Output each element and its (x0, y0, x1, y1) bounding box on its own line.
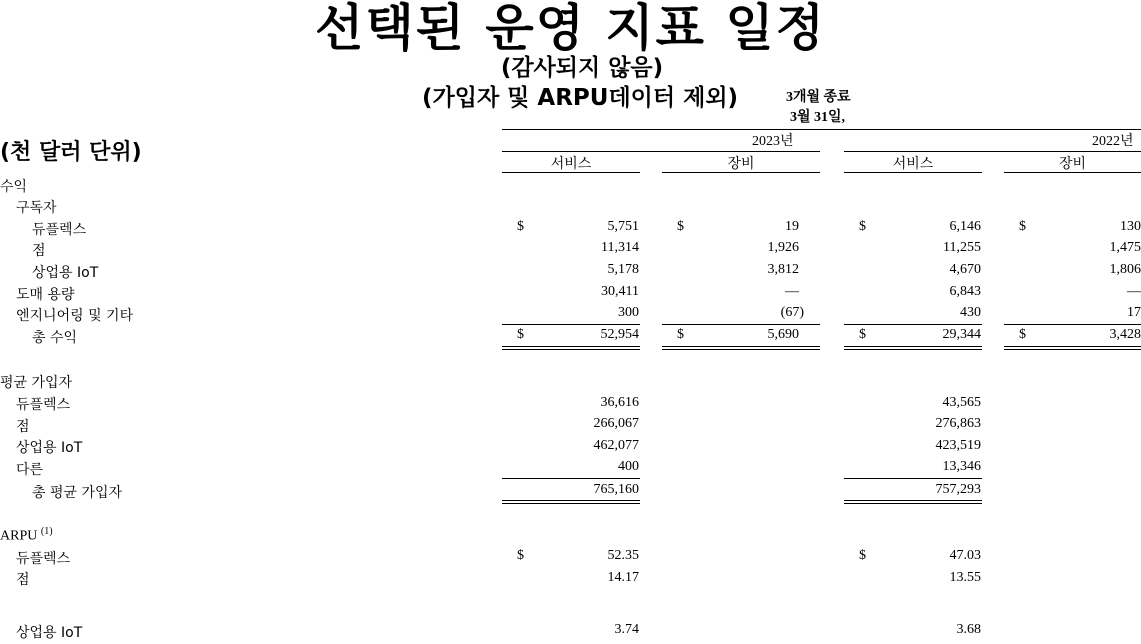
currency-symbol: $ (517, 327, 524, 342)
subtotal-rule (502, 478, 640, 479)
total-subscribers-label: 총 평균 가입자 (32, 485, 123, 501)
subtotal-rule (502, 324, 640, 325)
table-cell: 19 (785, 219, 799, 234)
table-cell: 29,344 (942, 327, 981, 342)
column-header-equipment-2022: 장비 (1058, 156, 1087, 172)
total-double-rule (1004, 346, 1141, 350)
currency-symbol: $ (517, 548, 524, 563)
table-cell: 14.17 (607, 570, 639, 585)
page-title: 선택된 운영 지표 일정 (315, 0, 826, 57)
row-label: 다른 (16, 462, 44, 478)
table-cell: 1,475 (1109, 240, 1141, 255)
row-label: 상업용 IoT (16, 440, 83, 456)
table-cell: 43,565 (942, 395, 981, 410)
currency-symbol: $ (517, 219, 524, 234)
table-cell: 47.03 (949, 548, 981, 563)
table-cell: 3.74 (614, 622, 639, 637)
currency-symbol: $ (1019, 219, 1026, 234)
table-cell: 5,178 (607, 262, 639, 277)
table-cell: 276,863 (935, 416, 981, 431)
period-date: 3월 31일, (790, 110, 846, 125)
currency-symbol: $ (677, 219, 684, 234)
row-label: 상업용 IoT (32, 265, 99, 281)
column-header-services-2022: 서비스 (892, 156, 934, 172)
table-cell: 11,255 (943, 240, 981, 255)
currency-symbol: $ (859, 327, 866, 342)
subtitle-exclusion: (가입자 및 ARPU데이터 제외) (422, 85, 739, 111)
table-cell: 36,616 (600, 395, 639, 410)
subtotal-rule (844, 478, 982, 479)
table-cell: 300 (618, 305, 639, 320)
table-cell: 266,067 (593, 416, 639, 431)
table-cell: 4,670 (949, 262, 981, 277)
year-2023: 2023년 (752, 134, 794, 149)
table-cell: 400 (618, 459, 639, 474)
table-cell: 6,843 (949, 284, 981, 299)
row-label: 도매 용량 (16, 287, 75, 303)
row-label: 점 (32, 243, 46, 259)
table-cell: 5,751 (607, 219, 639, 234)
table-cell: 30,411 (601, 284, 639, 299)
year-rule-2022 (844, 151, 1141, 152)
row-label: 점 (16, 419, 30, 435)
currency-symbol: $ (859, 219, 866, 234)
table-cell: 17 (1127, 305, 1141, 320)
currency-symbol: $ (677, 327, 684, 342)
currency-symbol: $ (859, 548, 866, 563)
column-rule (844, 172, 982, 173)
table-cell: 423,519 (935, 438, 981, 453)
period-label: 3개월 종료 (786, 90, 851, 105)
total-double-rule (844, 346, 982, 350)
period-rule (502, 129, 1141, 130)
table-cell: 757,293 (935, 482, 981, 497)
arpu-label: ARPU (0, 528, 38, 544)
total-revenue-label: 총 수익 (32, 330, 78, 346)
table-cell: 3,428 (1109, 327, 1141, 342)
table-cell: 430 (960, 305, 981, 320)
table-cell: 462,077 (593, 438, 639, 453)
row-label: 듀플렉스 (16, 397, 71, 413)
total-double-rule (502, 346, 640, 350)
table-cell: 3,812 (767, 262, 799, 277)
table-cell: — (785, 284, 799, 299)
row-label: 엔지니어링 및 기타 (16, 308, 134, 324)
table-cell: 52.35 (607, 548, 639, 563)
row-label: 상업용 IoT (16, 625, 83, 641)
units-note: (천 달러 단위) (0, 140, 142, 165)
table-cell: 13,346 (942, 459, 981, 474)
table-cell: — (1127, 284, 1141, 299)
year-2022: 2022년 (1092, 134, 1134, 149)
table-cell: 6,146 (949, 219, 981, 234)
section-label-average-subscribers: 평균 가입자 (0, 375, 73, 391)
column-header-services-2023: 서비스 (550, 156, 592, 172)
row-label: 듀플렉스 (32, 222, 87, 238)
subtotal-rule (662, 324, 820, 325)
footnote-marker: (1) (40, 526, 53, 537)
section-label-arpu (0, 526, 53, 545)
table-cell: 13.55 (949, 570, 981, 585)
table-cell: 11,314 (601, 240, 639, 255)
table-cell: 3.68 (956, 622, 981, 637)
total-double-rule (844, 500, 982, 504)
year-rule-2023 (502, 151, 820, 152)
table-cell: 52,954 (600, 327, 639, 342)
table-cell: 1,926 (767, 240, 799, 255)
total-double-rule (662, 346, 820, 350)
currency-symbol: $ (1019, 327, 1026, 342)
total-double-rule (502, 500, 640, 504)
subsection-label-subscriber: 구독자 (16, 200, 57, 216)
table-cell: 5,690 (767, 327, 799, 342)
section-label-revenue: 수익 (0, 179, 28, 195)
table-cell: 1,806 (1109, 262, 1141, 277)
subtotal-rule (844, 324, 982, 325)
table-cell: (67) (780, 305, 804, 320)
column-rule (1004, 172, 1141, 173)
column-rule (502, 172, 640, 173)
subtotal-rule (1004, 324, 1141, 325)
row-label: 점 (16, 572, 30, 588)
subtitle-unaudited: (감사되지 않음) (500, 55, 664, 81)
row-label: 듀플렉스 (16, 551, 71, 567)
column-header-equipment-2023: 장비 (727, 156, 755, 172)
column-rule (662, 172, 820, 173)
table-cell: 130 (1120, 219, 1141, 234)
table-cell: 765,160 (593, 482, 639, 497)
